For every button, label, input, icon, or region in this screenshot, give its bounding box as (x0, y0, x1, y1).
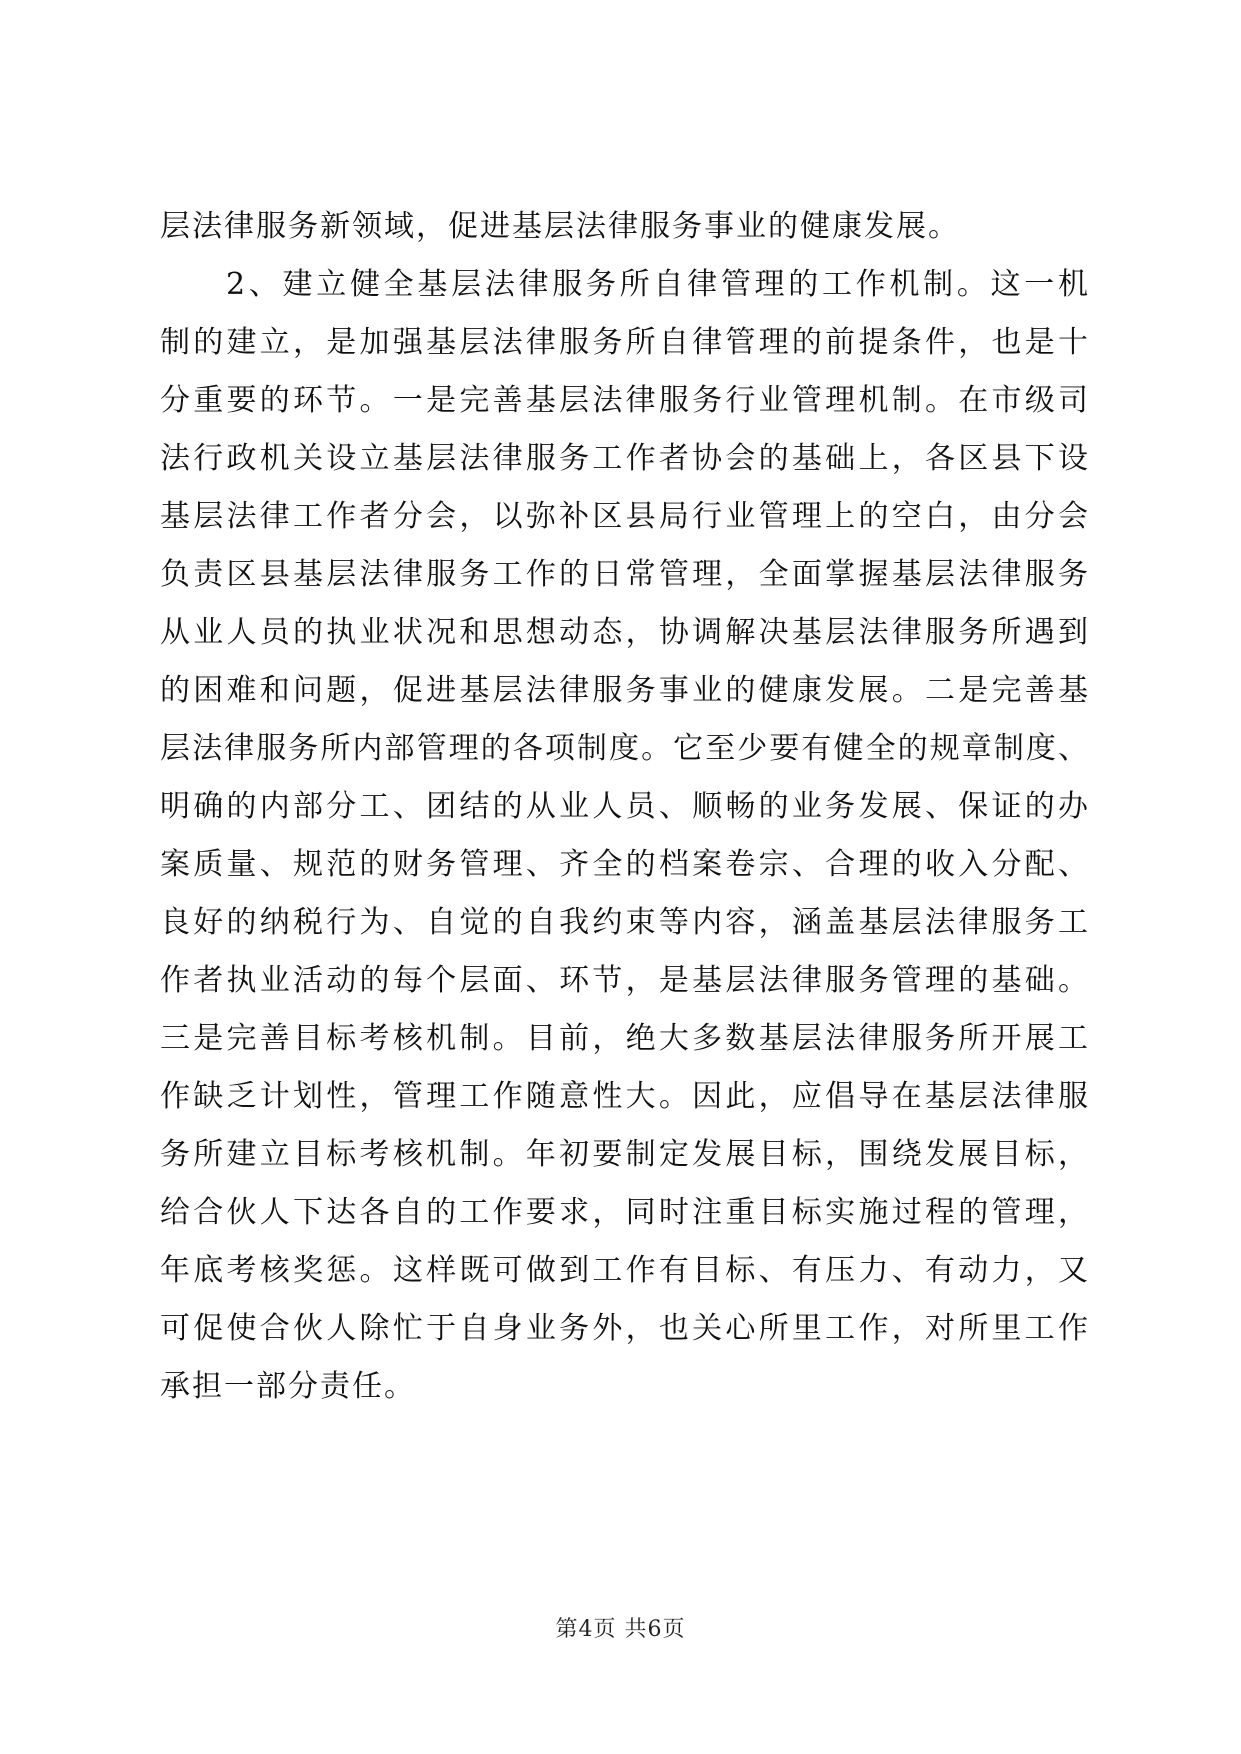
text-line: 2、建立健全基层法律服务所自律管理的工作机制。这一机 (226, 267, 1090, 302)
text-line: 层法律服务所内部管理的各项制度。它至少要有健全的规章制度、 (160, 731, 1090, 766)
text-line: 三是完善目标考核机制。目前，绝大多数基层法律服务所开展工 (160, 1021, 1090, 1056)
text-line: 案质量、规范的财务管理、齐全的档案卷宗、合理的收入分配、 (160, 847, 1090, 882)
text-line: 分重要的环节。一是完善基层法律服务行业管理机制。在市级司 (160, 383, 1090, 418)
text-line: 负责区县基层法律服务工作的日常管理，全面掌握基层法律服务 (160, 557, 1090, 592)
text-line: 可促使合伙人除忙于自身业务外，也关心所里工作，对所里工作 (160, 1311, 1090, 1346)
text-line: 承担一部分责任。 (160, 1369, 416, 1404)
text-line: 作者执业活动的每个层面、环节，是基层法律服务管理的基础。 (160, 963, 1090, 998)
text-line: 的困难和问题，促进基层法律服务事业的健康发展。二是完善基 (160, 673, 1090, 708)
text-line: 务所建立目标考核机制。年初要制定发展目标，围绕发展目标， (160, 1137, 1090, 1172)
text-line: 明确的内部分工、团结的从业人员、顺畅的业务发展、保证的办 (160, 789, 1090, 824)
page-footer: 第4页 共6页 (555, 1617, 686, 1642)
text-line: 制的建立，是加强基层法律服务所自律管理的前提条件，也是十 (160, 325, 1090, 360)
text-line: 从业人员的执业状况和思想动态，协调解决基层法律服务所遇到 (160, 615, 1090, 650)
text-line: 层法律服务新领域，促进基层法律服务事业的健康发展。 (160, 209, 960, 244)
text-line: 良好的纳税行为、自觉的自我约束等内容，涵盖基层法律服务工 (160, 905, 1090, 940)
text-line: 基层法律工作者分会，以弥补区县局行业管理上的空白，由分会 (160, 499, 1090, 534)
text-line: 作缺乏计划性，管理工作随意性大。因此，应倡导在基层法律服 (160, 1079, 1090, 1114)
text-line: 法行政机关设立基层法律服务工作者协会的基础上，各区县下设 (160, 441, 1090, 476)
text-line: 给合伙人下达各自的工作要求，同时注重目标实施过程的管理， (160, 1195, 1090, 1230)
body-text (160, 198, 1090, 1416)
text-line: 年底考核奖惩。这样既可做到工作有目标、有压力、有动力，又 (160, 1253, 1090, 1288)
